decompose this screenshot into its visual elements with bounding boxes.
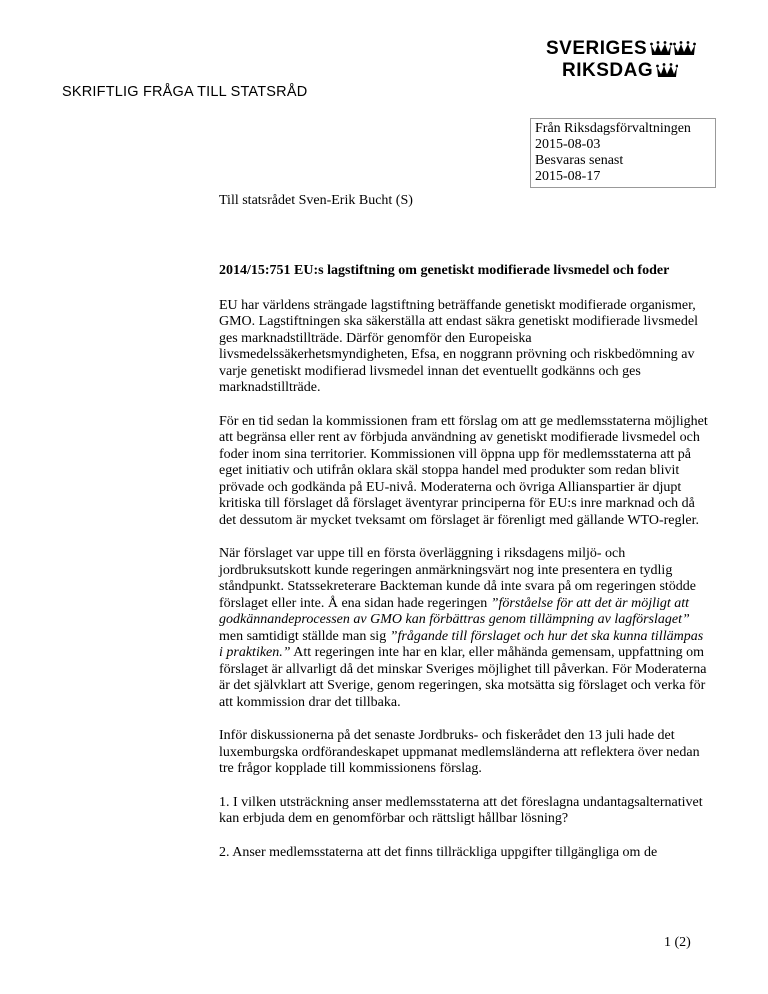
logo-text-riksdag: RIKSDAG (562, 60, 654, 81)
paragraph-2: För en tid sedan la kommissionen fram ett förslag om att ge medlemsstaterna möjlighet att begränsa eller rent av förbjuda användning av genetiskt modifierade livsmedel och foder inom sina territorier. Kommissionen vill öppna upp för medlemsstaterna att på eget initiativ och utifrån oklara skäl stoppa handel med produkter som redan blivit prövade och godkända på EU-nivå. Moderaterna och övriga Allianspartier är djupt kritiska till förslaget då förslaget äventyrar principerna för EU:s inre marknad och då det dessutom är mycket tveksamt om förslaget är förenligt med gällande WTO-regler. (219, 413, 708, 528)
page-number: 1 (2) (664, 935, 691, 950)
paragraph-3 (219, 546, 709, 711)
paragraph-6: 2. Anser medlemsstaterna att det finns tillräckliga uppgifter tillgängliga om de (219, 844, 658, 860)
issue-date: 2015-08-03 (535, 137, 601, 152)
logo-text-sveriges: SVERIGES (546, 38, 648, 59)
question-title: 2014/15:751 EU:s lagstiftning om genetiskt modifierade livsmedel och foder (219, 263, 670, 278)
metadata-box (530, 118, 716, 188)
recipient: Till statsrådet Sven-Erik Bucht (S) (219, 193, 413, 208)
paragraph-1: EU har världens strängade lagstiftning beträffande genetiskt modifierade organismer, GMO. Lagstiftningen ska säkerställa att endast säkra genetiskt modifierade livsmedel ges marknadstillträde. Därför genomför den Europeiska livsmedelssäkerhetsmyndigheten, Efsa, en noggrann prövning och riskbedömning av varje genetiskt modifierad livsmedel innan det eventuellt godkänns och ges marknadstillträde. (219, 297, 698, 395)
riksdag-logo (532, 38, 702, 82)
question-body (219, 263, 709, 878)
paragraph-3-text-b: men samtidigt ställde man sig (219, 628, 390, 644)
document-type-heading: SKRIFTLIG FRÅGA TILL STATSRÅD (62, 84, 308, 100)
crown-icon (656, 61, 678, 79)
three-crowns-icon (650, 39, 696, 57)
from-label: Från Riksdagsförvaltningen (535, 121, 691, 136)
answer-deadline-label: Besvaras senast (535, 153, 624, 168)
paragraph-3-text-c: Att regeringen inte har en klar, eller måhända gemensam, uppfattning om förslaget är allvarligt då det minskar Sveriges möjlighet till påverkan. För Moderaterna är det självklart att Sverige, genom regeringen, ska motsätta sig förslaget och verka för att kommission drar det tillbaka. (219, 645, 707, 710)
paragraph-5: 1. I vilken utsträckning anser medlemsstaterna att det föreslagna undantagsalternativet kan erbjuda dem en genomförbar och rättsligt hållbar lösning? (219, 794, 703, 826)
paragraph-3-quote-1: ”förståelse för att det är möjligt att godkännandeprocessen av GMO kan förbättras genom tillämpning av lagförslaget” (219, 595, 690, 627)
answer-deadline-date: 2015-08-17 (535, 169, 601, 184)
paragraph-4: Inför diskussionerna på det senaste Jordbruks- och fiskerådet den 13 juli hade det luxemburgska ordförandeskapet uppmanat medlemsländerna att reflektera över nedan tre frågor kopplade till kommissionens förslag. (219, 728, 700, 776)
paragraph-3-quote-2: ”frågande till förslaget och hur det ska kunna tillämpas i praktiken.” (219, 628, 704, 660)
paragraph-3-text-a: När förslaget var uppe till en första överläggning i riksdagens miljö- och jordbruksutskott kunde regeringen anmärkningsvärt nog inte presentera en tydlig ståndpunkt. Statssekreterare Backteman kunde då inte svara på om regeringen stödde förslaget eller inte. Å ena sidan hade regeringen (219, 546, 697, 611)
